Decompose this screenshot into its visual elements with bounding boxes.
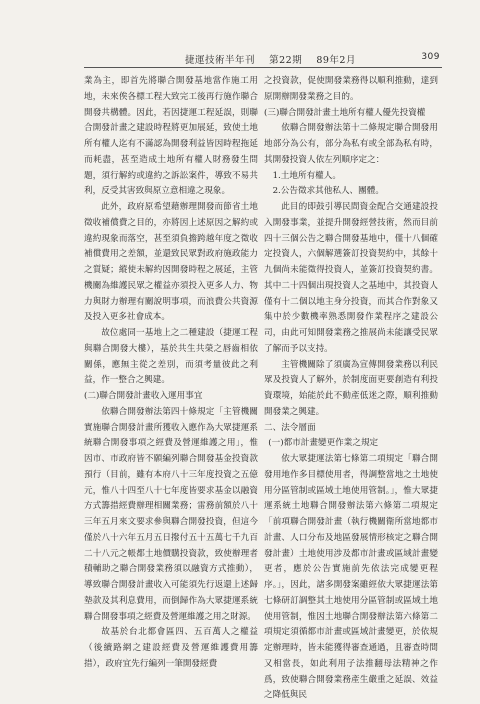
header-title [185, 52, 356, 66]
paragraph: 依聯合開發辦法第四十條規定「主管機關實施聯合開發計畫所獲收入應作為大眾捷運系統聯合開發事項之經費及營運維護之用」，惟因市、市政府皆不願編列聯合開發基金投資款預行（目前，雖有本府八十三年度投資之五億元，惟八十四至八十七年度皆要求基金以融資方式籌措經費辦理相關業務；雷務前額於八十三年五月來文要求參與聯合開發投資，但這今僅於八十六年五月五日撥付五十五萬七千九百二十八元之帳都土地價購投資款，致使辦理者積輔助之聯合開發業務須以融資方式推動），導致聯合開發計畫收入可能須先行返還上述歸墊款及其利息費用，而倒歸作為大眾捷運系統聯合開發事項之經費及營運維護之用之財源。 [84, 406, 258, 622]
running-header [84, 52, 440, 66]
chapter-heading: 二、法令層面 [264, 422, 316, 433]
paragraph: 之投資款，促使開發業務得以順利推動，達到原開辦開發業務之目的。 [264, 76, 438, 102]
list-item: 1.土地所有權人。 [272, 170, 341, 181]
left-column [84, 74, 258, 674]
header-rule [84, 67, 442, 68]
page-number: 309 [421, 52, 440, 62]
right-column [264, 74, 438, 701]
section-heading: (三)聯合開發計畫土地所有權人優先投資權 [264, 107, 426, 118]
section-heading: (二)聯合開發計畫收入運用事宜 [84, 391, 203, 401]
paragraph: 故位處同一基地上之二種建設（捷運工程與聯合開發大樓），基於共生共榮之唇齒相依關係，應無主從之差別，而須考量彼此之利益，作一整合之興建。 [84, 328, 258, 386]
paragraph: 故基於台北都會區四、五百萬人之權益（後續路網之建設經費及營運維護費用籌措），政府宜先行編列一筆開發經費 [84, 627, 258, 669]
paragraph: 依大眾捷運法第七條第二項規定「聯合開發用地作多目標使用者，得調整當地之土地使用分區管制或區域土地使用管制。」，惟大眾捷運系統土地聯合開發辦法第六條第二項規定「前項聯合開發計畫（執行機關衛所當地都市計畫、人口分布及地區發展情形核定之聯合開發計畫）土地使用涉及都市計畫或區域計畫變更者，應於公告實施前先依法完成變更程序。」，因此，諸多開發案雖經依大眾捷運法第七條研訂調整其土地使用分區管制或區域土地使用管制，惟因土地聯合開發辦法第六條第二項規定須循都市計畫或區域計畫變更，於依規定辦理時，皆未能獲得審查通過，且審查時間又相當長，如此利用子法推翻母法精神之作爲，致使聯合開發業務產生嚴重之延誤、效益之降低與民 [264, 454, 438, 701]
issue-number: 第22期 [269, 55, 303, 66]
paragraph: 業為主，即首先將聯合開發基地當作施工用地，未來俟各標工程大致完工後再行施作聯合開發共構體。因此，若因捷運工程延誤，則聯合開發計畫之建設時程將更加展延，致使土地所有權人迄有不滿認為開發利益皆因時程拖延而耗盡，甚至造成土地所有權人財務發生問題，須行解約或違約之訴訟案件，導致不易共利，反受其害致與原立意相違之現象。 [84, 76, 258, 197]
paragraph: 主管機關除了須廣為宣傳開發業務以利民眾及投資人了解外，於制度面更要創造有利投資環境，始能於此不動產低迷之際，順利推動開發業之興建。 [264, 359, 438, 417]
section-heading: (一)都市計畫變更作業之規定 [268, 438, 379, 449]
paragraph: 此目的即鼓引導民間資金配合交通建設投入開發事業，並提升開發經營技術，然而目前四十三個公告之聯合開發基地中，僅十八個確定投資人，六個解選簽訂投資契約中，其餘十九個尚未能徵得投資人，並簽訂投資契約書。其中二十四個出現投資人之基地中，其投資人僅有十二個以地主身分投資，而其合作對象又集中於少數機率熟悉開發作業程序之建設公司，由此可知開發業務之推展尚未能讓受民眾了解而予以支持。 [264, 202, 438, 354]
list-item: 2.公告徵求其他私人、團體。 [272, 186, 384, 197]
paragraph: 此外，政府原希望藉辦理開發而節省土地徵收補償費之目的，亦將因上述原因之解約或違約現象而落空，甚至須負擔跨越年度之徵收補償費用之差額，並還致民眾對政府施政能力之質疑；縱使未解約因開發時程之展延，主管機關為維護民眾之權益亦須投入更多人力、物力與財力辦理有關說明事項，而浪費公共資源及投入更多社會成本。 [84, 202, 258, 323]
paragraph: 依聯合開發辦法第十二條規定聯合開發用地部分為公有，部分為私有或全部為私有時，其開發投資人依左列順序定之： [264, 123, 438, 165]
issue-date: 89年2月 [316, 55, 356, 66]
journal-name: 捷運技術半年刊 [185, 55, 256, 66]
